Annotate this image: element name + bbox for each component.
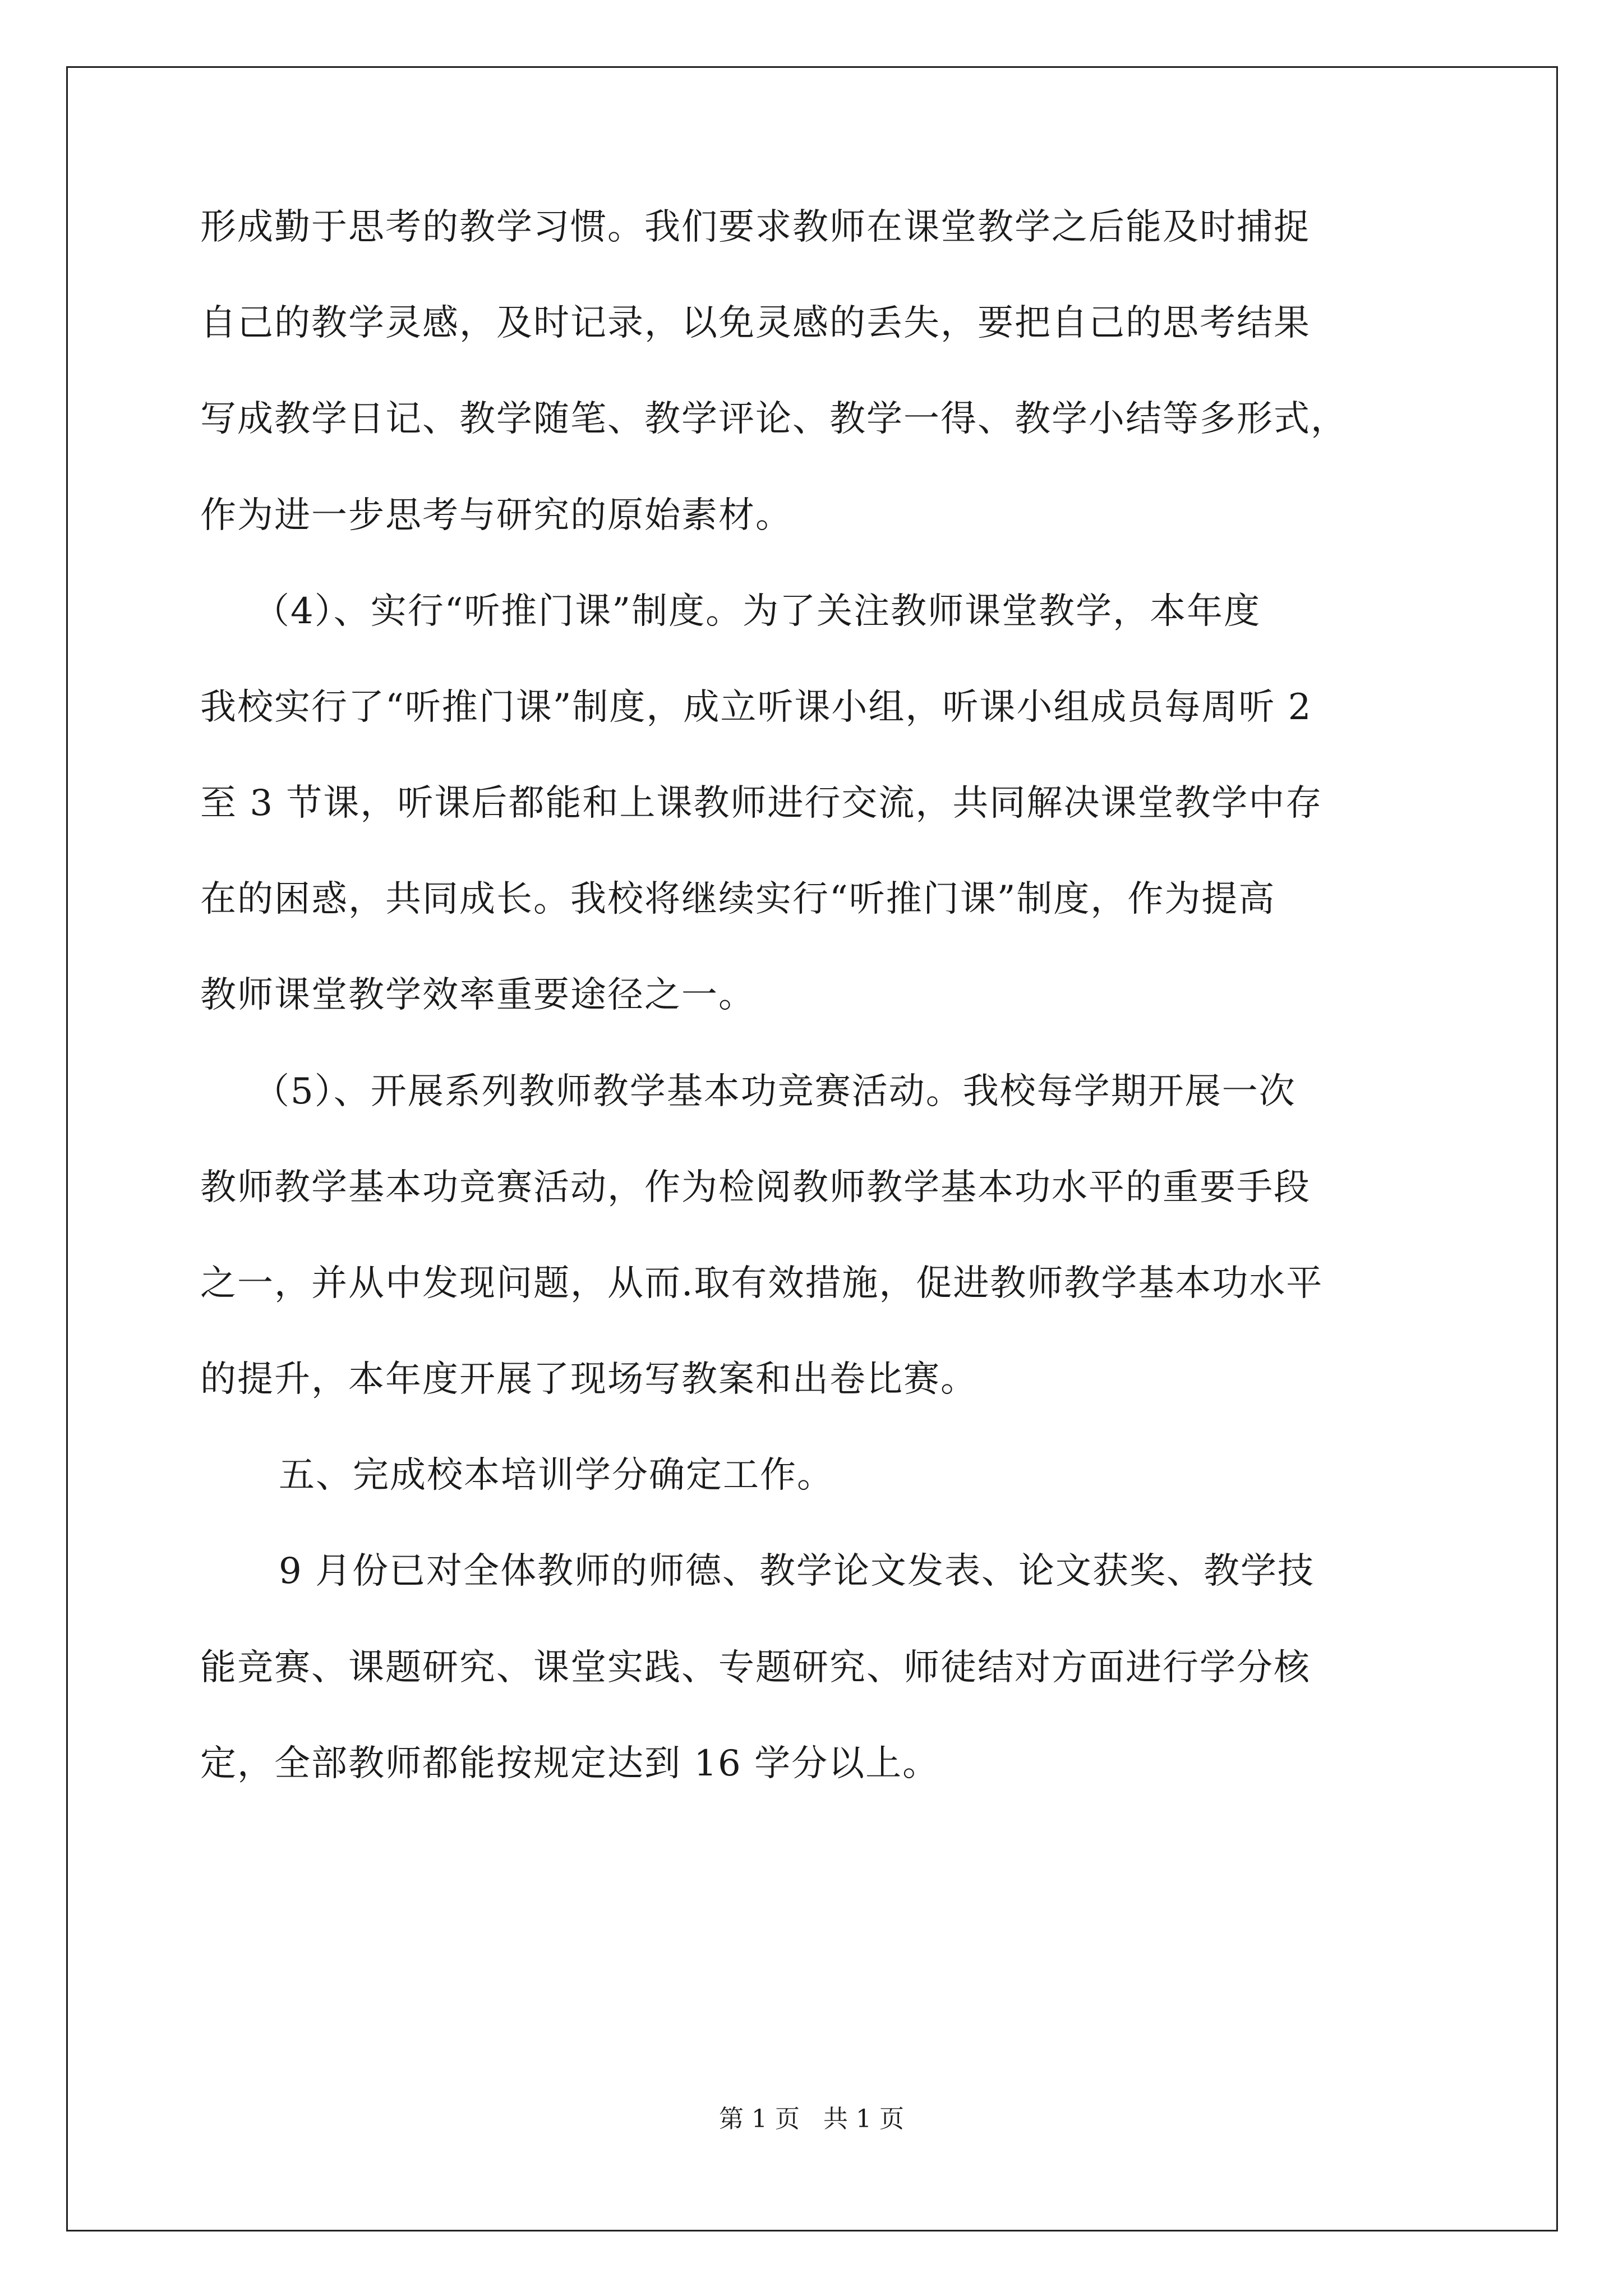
text-line: 作为进一步思考与研究的原始素材。 (200, 495, 792, 536)
text-line: 教师教学基本功竞赛活动，作为检阅教师教学基本功水平的重要手段 (200, 1167, 1311, 1208)
text-line: （5）、开展系列教师教学基本功竞赛活动。我校每学期开展一次 (253, 1071, 1296, 1112)
section-heading: 五、完成校本培训学分确定工作。 (279, 1455, 834, 1496)
text-line: 的提升，本年度开展了现场写教案和出卷比赛。 (200, 1359, 978, 1400)
text-line: 教师课堂教学效率重要途径之一。 (200, 974, 755, 1016)
text-line: 至 3 节课，听课后都能和上课教师进行交流，共同解决课堂教学中存 (200, 783, 1323, 824)
text-line: 能竞赛、课题研究、课堂实践、专题研究、师徒结对方面进行学分核 (200, 1647, 1311, 1688)
text-line: 9 月份已对全体教师的师德、教学论文发表、论文获奖、教学技 (279, 1550, 1315, 1592)
page-number-footer: 第 1 页 共 1 页 (719, 2105, 904, 2133)
text-line: 写成教学日记、教学随笔、教学评论、教学一得、教学小结等多形式， (200, 398, 1348, 440)
text-line: 自己的教学灵感，及时记录，以免灵感的丢失，要把自己的思考结果 (200, 302, 1311, 344)
text-line: （4）、实行“听推门课”制度。为了关注教师课堂教学，本年度 (253, 591, 1261, 632)
text-line: 我校实行了“听推门课”制度，成立听课小组，听课小组成员每周听 2 (200, 687, 1312, 728)
text-line: 之一，并从中发现问题，从而.取有效措施，促进教师教学基本功水平 (200, 1263, 1324, 1304)
page-border (66, 66, 1558, 2231)
text-line: 在的困惑，共同成长。我校将继续实行“听推门课”制度，作为提高 (200, 878, 1276, 920)
text-line: 形成勤于思考的教学习惯。我们要求教师在课堂教学之后能及时捕捉 (200, 206, 1311, 248)
text-line: 定，全部教师都能按规定达到 16 学分以上。 (200, 1743, 940, 1784)
